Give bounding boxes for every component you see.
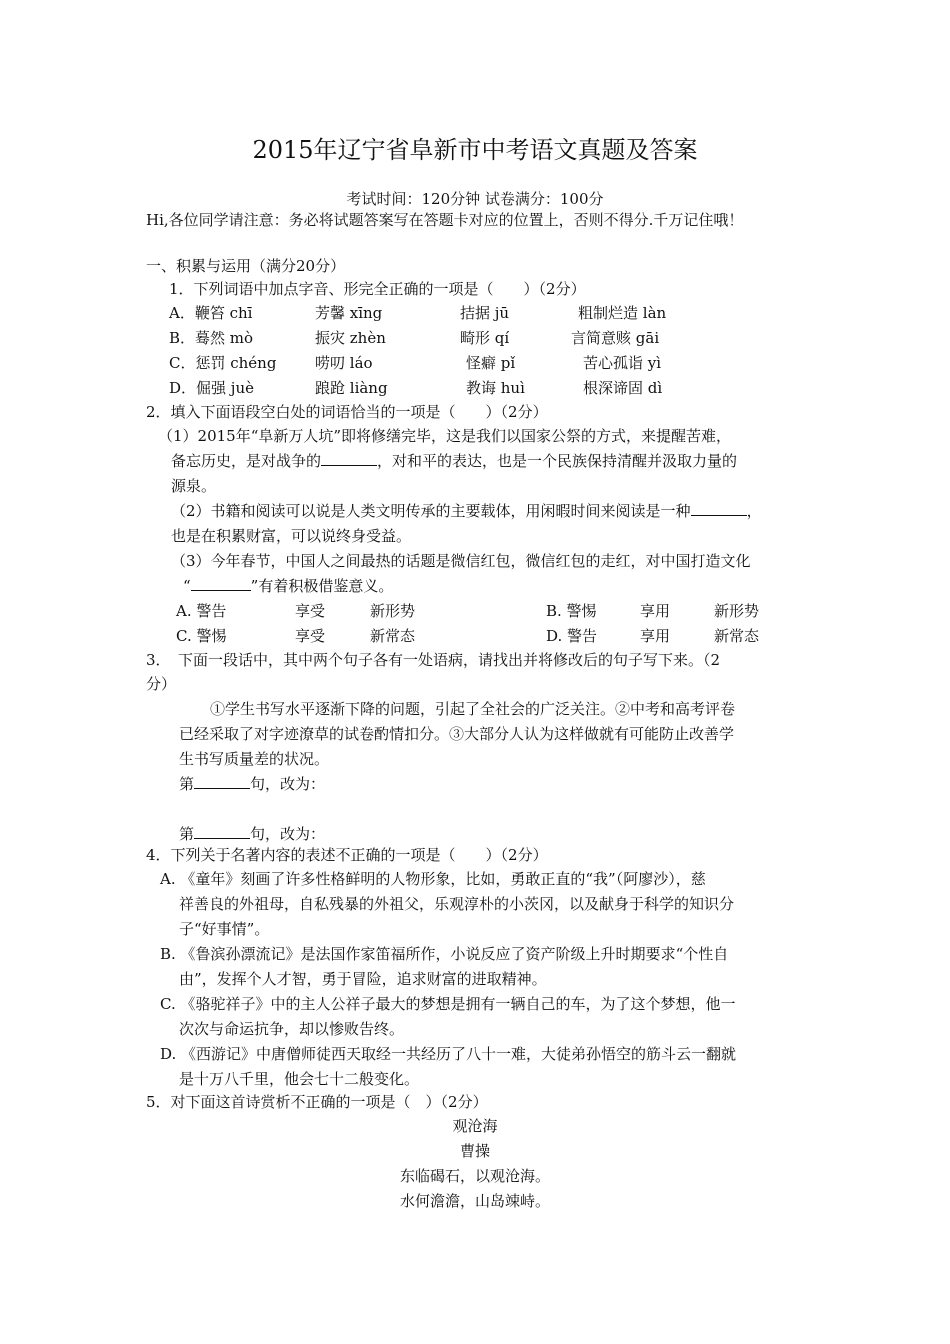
q2-stem: 2．填入下面语段空白处的词语恰当的一项是（ ）（2分） [146, 403, 548, 421]
q1-option-cell: 踉跄 liàng [315, 379, 388, 397]
q2-option-cell: 享用 [640, 602, 671, 620]
q1-stem: 1．下列词语中加点字音、形完全正确的一项是（ ）（2分） [169, 280, 586, 298]
q2-option-cell: 享受 [295, 602, 326, 620]
q2-text: ”有着积极借鉴意义。 [250, 577, 394, 595]
q2-paragraph-line [171, 499, 762, 524]
q2-text: ， [746, 502, 762, 520]
q2-option-cell: 新形势 [370, 602, 416, 620]
q2-text: （2）书籍和阅读可以说是人类文明传承的主要载体，用闲暇时间来阅读是一种 [171, 502, 691, 520]
q3-stem: 3． 下面一段话中，其中两个句子各有一处语病，请找出并将修改后的句子写下来。（2 [146, 651, 721, 669]
q1-option-cell: 振灾 zhèn [315, 329, 386, 347]
q4-option-line: 由”，发挥个人才智，勇于冒险，追求财富的进取精神。 [179, 970, 547, 988]
q4-stem: 4．下列关于名著内容的表述不正确的一项是（ ）（2分） [146, 846, 548, 864]
q1-option-cell: C．惩罚 chéng [169, 354, 277, 372]
page-title: 2015年辽宁省阜新市中考语文真题及答案 [252, 136, 698, 164]
q3-paragraph-line: 生书写质量差的状况。 [179, 750, 330, 768]
q2-paragraph-line: （3）今年春节，中国人之间最热的话题是微信红包，微信红包的走红，对中国打造文化 [171, 552, 751, 570]
q3-text: 句，改为： [250, 825, 326, 843]
q2-option-cell: 新常态 [714, 627, 760, 645]
poem-title: 观沧海 [452, 1117, 498, 1135]
q1-option-cell: 怪癖 pǐ [466, 354, 516, 372]
q1-option-cell: 教诲 huì [466, 379, 525, 397]
answer-blank [321, 449, 377, 466]
poem-author: 曹操 [459, 1142, 490, 1160]
q2-text: “ [183, 577, 191, 595]
poem-line: 东临碣石，以观沧海。 [399, 1167, 550, 1185]
q4-option-line: 子“好事情”。 [179, 920, 270, 938]
answer-blank [691, 499, 747, 516]
q3-answer-line [179, 772, 325, 797]
q2-option-cell: B. 警惕 [546, 602, 597, 620]
q4-option-line: A. 《童年》刻画了许多性格鲜明的人物形象，比如，勇敢正直的“我”（阿廖沙），慈 [160, 870, 706, 888]
q2-text: 备忘历史，是对战争的 [171, 452, 322, 470]
q2-option-cell: A. 警告 [176, 602, 227, 620]
answer-blank [191, 574, 251, 591]
q4-option-line: 是十万八千里，他会七十二般变化。 [179, 1070, 420, 1088]
q1-option-cell: 芳馨 xīng [315, 304, 383, 322]
q1-option-cell: 粗制烂造 làn [578, 304, 667, 322]
q1-option-cell: 拮据 jū [460, 304, 510, 322]
q2-paragraph-line [171, 449, 737, 474]
q3-paragraph-line: 已经采取了对字迹潦草的试卷酌情扣分。③大部分人认为这样做就有可能防止改善学 [179, 725, 735, 743]
q4-option-line: D. 《西游记》中唐僧师徒西天取经一共经历了八十一难，大徒弟孙悟空的筋斗云一翻就 [160, 1045, 737, 1063]
q3-text: 第 [179, 825, 195, 843]
q1-option-cell: D．倔强 juè [169, 379, 254, 397]
q1-option-cell: 根深谛固 dì [583, 379, 663, 397]
q1-option-cell: 苦心孤诣 yì [583, 354, 662, 372]
answer-blank [194, 772, 250, 789]
notice-text: Hi,各位同学请注意：务必将试题答案写在答题卡对应的位置上，否则不得分.千万记住哦！ [146, 211, 744, 229]
answer-blank [194, 822, 250, 839]
q2-text: ，对和平的表达，也是一个民族保持清醒并汲取力量的 [377, 452, 738, 470]
q2-option-cell: 新形势 [714, 602, 760, 620]
q2-option-cell: 享受 [295, 627, 326, 645]
q4-option-line: B. 《鲁滨孙漂流记》是法国作家笛福所作，小说反应了资产阶级上升时期要求“个性自 [160, 945, 729, 963]
q3-stem: 分） [146, 675, 177, 693]
q4-option-line: C. 《骆驼祥子》中的主人公祥子最大的梦想是拥有一辆自己的车，为了这个梦想，他一 [160, 995, 736, 1013]
poem-line: 水何澹澹，山岛竦峙。 [399, 1192, 550, 1210]
q2-option-cell: 享用 [640, 627, 671, 645]
q1-option-cell: A．鞭笞 chī [169, 304, 253, 322]
q2-paragraph-line: 也是在积累财富，可以说终身受益。 [171, 527, 412, 545]
q1-option-cell: 畸形 qí [460, 329, 510, 347]
q4-option-line: 次次与命运抗争，却以惨败告终。 [179, 1020, 405, 1038]
q2-paragraph-line [183, 574, 393, 599]
q2-paragraph-line: （1）2015年“阜新万人坑”即将修缮完毕，这是我们以国家公祭的方式，来提醒苦难， [158, 427, 732, 445]
q2-option-cell: D. 警告 [546, 627, 598, 645]
q1-option-cell: 言简意赅 gāi [571, 329, 660, 347]
q3-text: 第 [179, 775, 195, 793]
q1-option-cell: B．蓦然 mò [169, 329, 254, 347]
q4-option-line: 祥善良的外祖母，自私残暴的外祖父，乐观淳朴的小茨冈，以及献身于科学的知识分 [179, 895, 735, 913]
section-heading: 一、积累与运用（满分20分） [146, 257, 346, 275]
q2-paragraph-line: 源泉。 [171, 477, 217, 495]
q5-stem: 5．对下面这首诗赏析不正确的一项是（ ）（2分） [146, 1093, 488, 1111]
exam-info: 考试时间：120分钟 试卷满分：100分 [346, 190, 604, 208]
q2-option-cell: C. 警惕 [176, 627, 227, 645]
q3-text: 句，改为： [250, 775, 326, 793]
q2-option-cell: 新常态 [370, 627, 416, 645]
q3-paragraph-line: ①学生书写水平逐渐下降的问题，引起了全社会的广泛关注。②中考和高考评卷 [210, 700, 736, 718]
q1-option-cell: 唠叨 láo [315, 354, 373, 372]
